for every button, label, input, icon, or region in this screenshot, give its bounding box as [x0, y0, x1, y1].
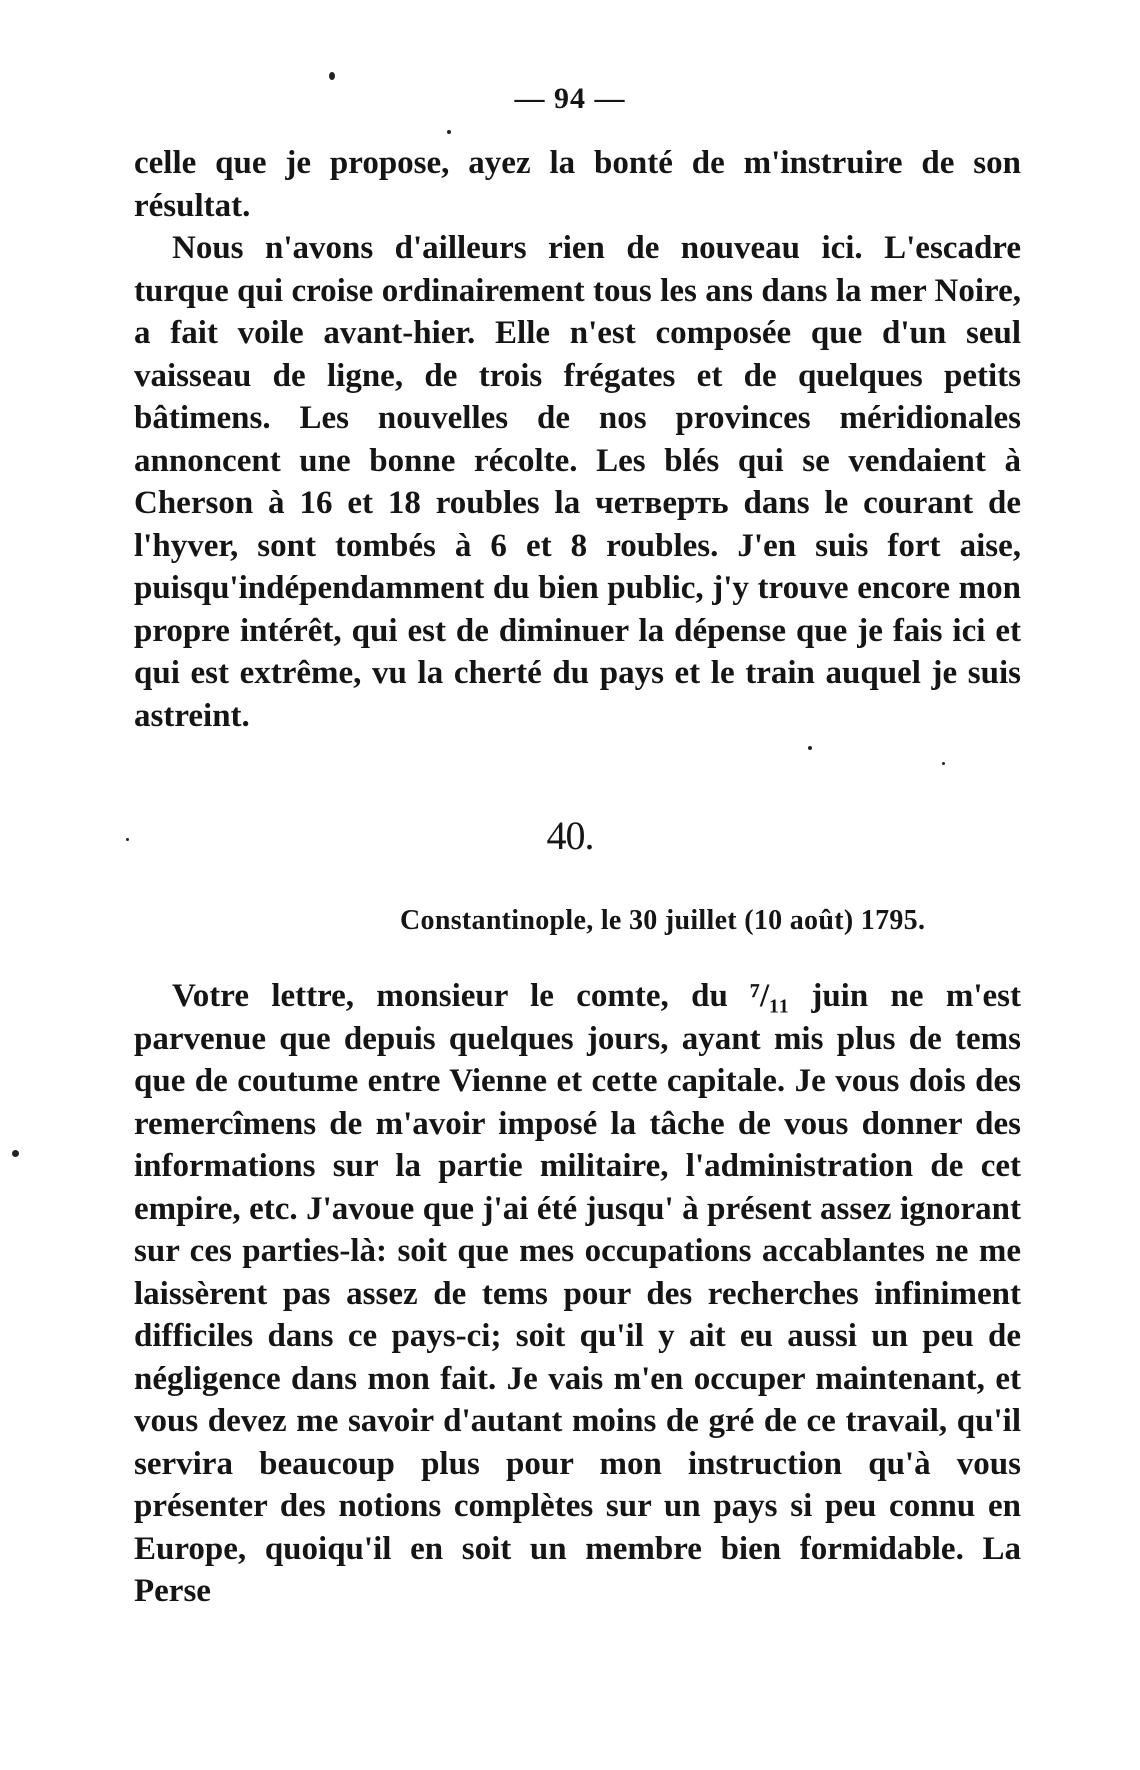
scan-speck [12, 1150, 19, 1157]
scan-speck [808, 746, 812, 750]
page-number: — 94 — [514, 82, 626, 115]
paragraph-news: Nous n'avons d'ailleurs rien de nouveau ici. L'escadre turque qui croise ordinairement tous les ans dans la mer Noire, a fait voile avant-hier. Elle n'est composée que d'un seul vaisseau de ligne, de trois frégates et de quelques petits bâtimens. Les nouvelles de nos provinces méridionales annoncent une bonne récolte. Les blés qui se vendaient à Cherson à 16 et 18 roubles la четверть dans le courant de l'hyver, sont tombés à 6 et 8 roubles. J'en suis fort aise, puisqu'indépendamment du bien public, j'y trouve encore mon propre intérêt, qui est de diminuer la dépense que je fais ici et qui est extrême, vu la cherté du pays et le train auquel je suis astreint. [134, 230, 1021, 734]
scan-speck [447, 130, 451, 134]
top-text-block [134, 142, 1021, 737]
paragraph-continuation: celle que je propose, ayez la bonté de m'instruire de son résultat. [134, 145, 1021, 224]
letter-paragraph: Votre lettre, monsieur le comte, du ⁷/₁₁ juin ne m'est parvenue que depuis quelques jours, ayant mis plus de tems que de coutume entre Vienne et cette capitale. Je vous dois des remercîmens de m'avoir imposé la tâche de vous donner des informations sur la partie militaire, l'administration de cet empire, etc. J'avoue que j'ai été jusqu' à présent assez ignorant sur ces parties-là: soit que mes occupations accablantes ne me laissèrent pas assez de tems pour des recherches infiniment difficiles dans ce pays-ci; soit qu'il y ait eu aussi un peu de négligence dans mon fait. Je vais m'en occuper maintenant, et vous devez me savoir d'autant moins de gré de ce travail, qu'il servira beaucoup plus pour mon instruction qu'à vous présenter des notions complètes sur un pays si peu connu en Europe, quoiqu'il en soit un membre bien formidable. La Perse [134, 978, 1021, 1609]
letter-number: 40. [546, 813, 594, 858]
scan-speck [126, 838, 129, 841]
scan-speck [329, 72, 335, 80]
scan-speck [942, 762, 945, 765]
letter-text-block [134, 975, 1021, 1613]
letter-dateline: Constantinople, le 30 juillet (10 août) 1795. [400, 905, 926, 936]
